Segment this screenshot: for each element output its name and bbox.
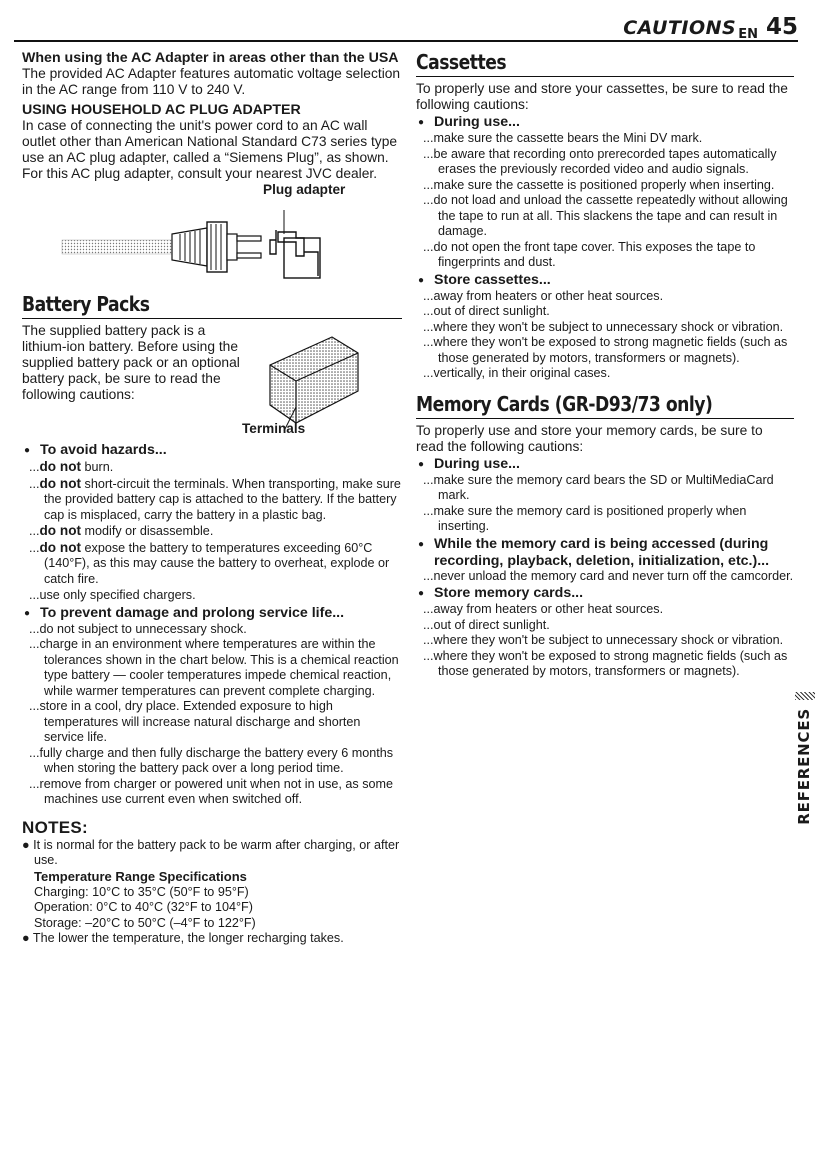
- battery-intro-block: [22, 323, 402, 441]
- side-tab: [795, 692, 815, 825]
- cassette-during-use-list: [416, 131, 794, 271]
- plug-adapter-label: Plug adapter: [263, 182, 346, 197]
- plug-illustration-icon: [22, 182, 402, 292]
- list-item: ...where they won't be exposed to strong magnetic fields (such as those generated by motors, transformers or magnets).: [423, 648, 788, 678]
- list-item: ...do not expose the battery to temperatures exceeding 60°C (140°F), as this may cause the battery to overheat, explode or catch fire.: [29, 539, 390, 586]
- list-item: ...do not burn.: [29, 459, 114, 474]
- side-tab-marker: [795, 692, 815, 700]
- memory-access-heading: ● While the memory card is being accessed (during recording, playback, deletion, initialization, etc.)...: [416, 536, 794, 569]
- section-divider: [22, 318, 402, 319]
- list-item: ...charge in an environment where temperatures are within the tolerances shown in the chart below. This is a chemical reaction type battery — cooler temperatures impede chemical reaction, while warmer temperatures can prevent complete charging.: [29, 637, 399, 698]
- store-cassettes-heading: ● Store cassettes...: [416, 272, 794, 289]
- battery-pack-icon: [262, 335, 362, 431]
- memory-during-use-list: [416, 473, 794, 535]
- left-column: [22, 50, 402, 947]
- memory-access-list: [416, 569, 794, 585]
- list-item: ...use only specified chargers.: [29, 588, 196, 602]
- notes-title: NOTES:: [22, 817, 89, 837]
- list-item: ...where they won't be exposed to strong magnetic fields (such as those generated by motors, transformers or magnets).: [423, 335, 788, 365]
- battery-intro-paragraph: The supplied battery pack is a lithium-ion battery. Before using the supplied battery pack or an optional battery pack, be sure to read the following cautions:: [22, 323, 240, 402]
- header-title: [623, 14, 798, 42]
- list-item: ...out of direct sunlight.: [423, 617, 550, 632]
- temp-charging: Charging: 10°C to 35°C (50°F to 95°F): [34, 884, 249, 899]
- list-item: ...vertically, in their original cases.: [423, 366, 611, 380]
- temp-operation: Operation: 0°C to 40°C (32°F to 104°F): [34, 900, 253, 914]
- memory-cards-title: Memory Cards (GR-D93/73 only): [416, 391, 713, 416]
- temperature-range-heading: Temperature Range Specifications: [34, 868, 247, 884]
- store-cassettes-list: [416, 289, 794, 382]
- list-item: ...make sure the memory card bears the SD or MultiMediaCard mark.: [423, 472, 774, 502]
- cassettes-intro: To properly use and store your cassettes, be sure to read the following cautions:: [416, 81, 788, 112]
- list-item: ...do not subject to unnecessary shock.: [29, 621, 247, 636]
- plug-adapter-figure: [22, 182, 402, 292]
- section-divider: [416, 418, 794, 419]
- side-tab-label: REFERENCES: [795, 708, 813, 825]
- list-item: ...do not short-circuit the terminals. When transporting, make sure the provided battery cap is attached to the battery. If the battery cap is misplaced, carry the battery in a plastic bag.: [29, 475, 401, 522]
- cassettes-title: Cassettes: [416, 50, 507, 74]
- ac-adapter-paragraph: The provided AC Adapter features automatic voltage selection in the AC range from 110 V to 240 V.: [22, 66, 401, 97]
- list-item: ...do not load and unload the cassette repeatedly without allowing the tape to run at all. This slackens the tape and can result in damage.: [423, 193, 788, 238]
- note-item: ● It is normal for the battery pack to be warm after charging, or after use.: [22, 837, 400, 867]
- memory-during-use-heading: ● During use...: [416, 456, 794, 473]
- cassette-during-use-heading: ● During use...: [416, 114, 794, 131]
- list-item: ...do not modify or disassemble.: [29, 523, 214, 538]
- store-memory-cards-list: [416, 602, 794, 680]
- battery-packs-title: Battery Packs: [22, 292, 150, 316]
- plug-adapter-paragraph-2: For this AC plug adapter, consult your nearest JVC dealer.: [22, 166, 378, 181]
- right-column: [416, 50, 794, 680]
- list-item: ...make sure the cassette is positioned properly when inserting.: [423, 177, 775, 192]
- page-number: 45: [765, 14, 798, 40]
- prevent-damage-list: [22, 622, 402, 808]
- avoid-hazards-list: [22, 459, 402, 604]
- ac-adapter-heading: When using the AC Adapter in areas other than the USA: [22, 50, 399, 66]
- list-item: ...make sure the memory card is positioned properly when inserting.: [423, 503, 747, 533]
- page-header: [14, 14, 798, 42]
- terminals-label: Terminals: [242, 421, 306, 436]
- section-divider: [416, 76, 794, 77]
- temp-storage: Storage: –20°C to 50°C (–4°F to 122°F): [34, 915, 256, 930]
- header-lang: EN: [738, 27, 758, 42]
- note-item: ● The lower the temperature, the longer recharging takes.: [22, 931, 344, 945]
- list-item: ...make sure the cassette bears the Mini DV mark.: [423, 131, 703, 145]
- plug-adapter-paragraph-1: In case of connecting the unit's power cord to an AC wall outlet other than American National Standard C73 series type use an AC plug adapter, called a “Siemens Plug”, as shown.: [22, 118, 398, 165]
- list-item: ...never unload the memory card and never turn off the camcorder.: [423, 568, 794, 583]
- list-item: ...where they won't be subject to unnecessary shock or vibration.: [423, 633, 784, 647]
- plug-adapter-heading: USING HOUSEHOLD AC PLUG ADAPTER: [22, 102, 301, 118]
- list-item: ...away from heaters or other heat sources.: [423, 602, 664, 616]
- memory-cards-intro: To properly use and store your memory cards, be sure to read the following cautions:: [416, 422, 763, 454]
- list-item: ...be aware that recording onto prerecorded tapes automatically erases the previously recorded video and audio signals.: [423, 146, 777, 176]
- header-section: CAUTIONS: [623, 17, 737, 39]
- list-item: ...where they won't be subject to unnecessary shock or vibration.: [423, 319, 784, 334]
- list-item: ...store in a cool, dry place. Extended exposure to high temperatures will increase natural discharge and shorten service life.: [29, 699, 361, 744]
- list-item: ...out of direct sunlight.: [423, 304, 550, 318]
- list-item: ...away from heaters or other heat sources.: [423, 288, 664, 303]
- list-item: ...fully charge and then fully discharge the battery every 6 months when storing the battery pack over a long period time.: [29, 745, 394, 775]
- list-item: ...remove from charger or powered unit when not in use, as some machines use current even when switched off.: [29, 776, 393, 806]
- list-item: ...do not open the front tape cover. This exposes the tape to fingerprints and dust.: [423, 239, 756, 269]
- prevent-damage-heading: ● To prevent damage and prolong service life...: [22, 605, 402, 622]
- store-memory-cards-heading: ● Store memory cards...: [416, 585, 794, 602]
- avoid-hazards-heading: ● To avoid hazards...: [22, 442, 402, 459]
